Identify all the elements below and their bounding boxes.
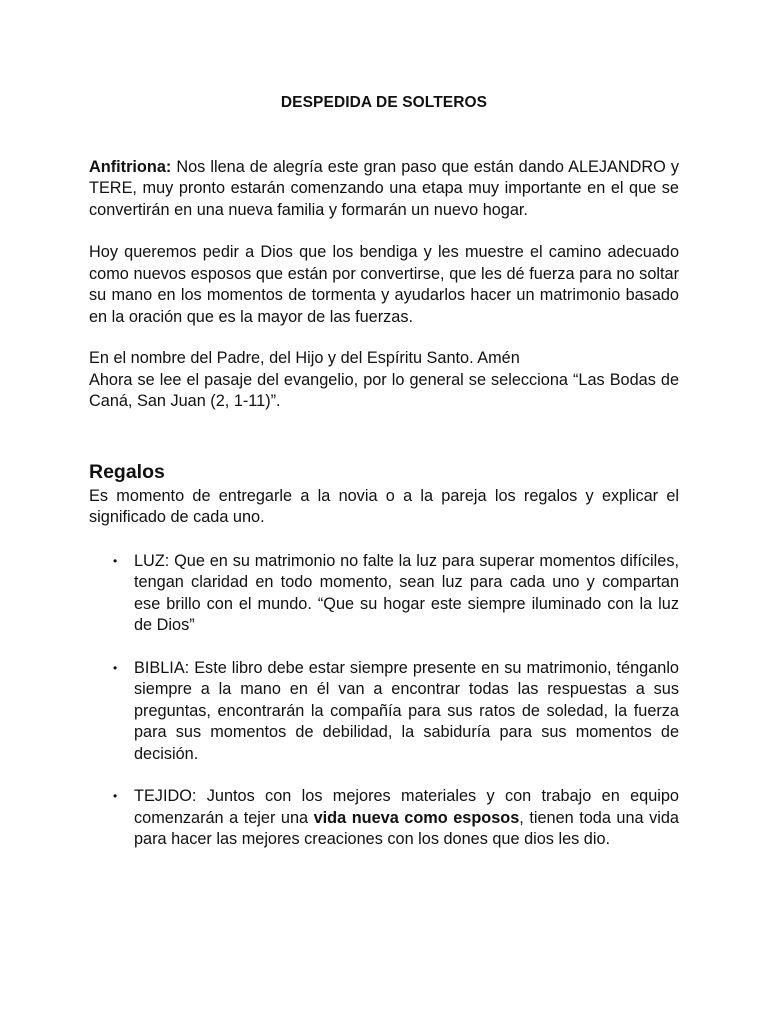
prayer-paragraph: Hoy queremos pedir a Dios que los bendiga y les muestre el camino adecuado como nuevos esposos que están por convertirse, que les dé fuerza para no soltar su mano en los momentos de tormenta y ayudarlos hacer un matrimonio basado en la oración que es la mayor de las fuerzas. — [89, 243, 679, 326]
intro-paragraph — [89, 157, 679, 222]
gift-item-tejido — [89, 786, 679, 851]
document-title: DESPEDIDA DE SOLTEROS — [280, 94, 488, 111]
gift-text: LUZ: Que en su matrimonio no falte la luz para superar momentos difíciles, tengan claridad en todo momento, sean luz para cada uno y compartan ese brillo con el mundo. “Que su hogar este siempre iluminado con la luz de Dios” — [134, 551, 679, 634]
gift-text-emphasis: vida nueva como esposos — [313, 808, 520, 827]
intro-text: Nos llena de alegría este gran paso que están dando ALEJANDRO y TERE, muy pronto estarán comenzando una etapa muy importante en el que se convertirán en una nueva familia y formarán un nuevo hogar. — [89, 157, 679, 219]
gift-text: BIBLIA: Este libro debe estar siempre presente en su matrimonio, ténganlo siempre a la mano en él van a encontrar todas las respuestas a sus preguntas, encontrarán la compañía para sus ratos de soledad, la fuerza para sus momentos de debilidad, la sabiduría para sus momentos de decisión. — [134, 658, 679, 763]
bullet-icon: • — [113, 660, 118, 675]
blessing-line: En el nombre del Padre, del Hijo y del Espíritu Santo. Amén — [89, 349, 520, 367]
gift-text-end: , tienen toda una vida para hacer las mejores creaciones con los dones que dios les dio. — [134, 808, 679, 848]
gift-item-biblia — [89, 658, 679, 766]
bullet-icon: • — [113, 789, 118, 803]
gift-item-luz — [89, 551, 679, 637]
gifts-intro: Es momento de entregarle a la novia o a la pareja los regalos y explicar el significado de cada uno. — [89, 486, 679, 526]
document-page — [89, 92, 679, 872]
gospel-line: Ahora se lee el pasaje del evangelio, por lo general se selecciona “Las Bodas de Caná, San Juan (2, 1-11)”. — [89, 370, 679, 410]
bullet-icon: • — [113, 553, 118, 568]
gift-text-start: TEJIDO: Juntos con los mejores materiales y con trabajo en equipo comenzarán a tejer una — [134, 787, 679, 827]
gifts-list — [89, 551, 679, 851]
speaker-label: Anfitriona: — [89, 157, 172, 176]
gifts-heading: Regalos — [89, 460, 165, 483]
